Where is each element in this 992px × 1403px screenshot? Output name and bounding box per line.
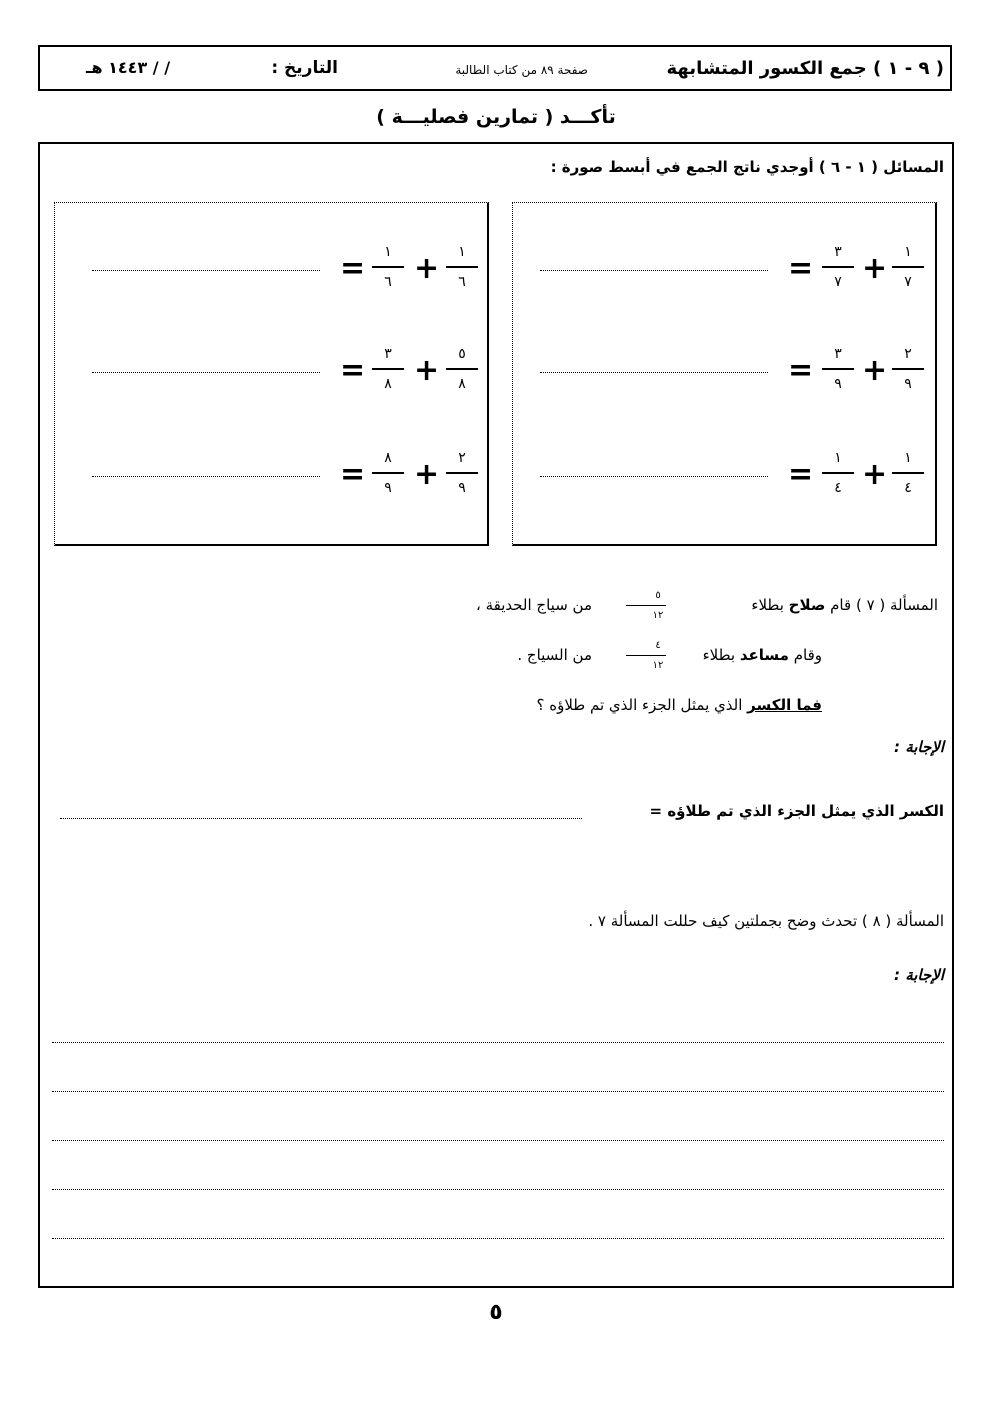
answer-line[interactable] [52, 1091, 944, 1092]
plus-sign: + [862, 353, 888, 388]
frac-num: ٣ [834, 346, 842, 362]
fraction-b [820, 444, 856, 504]
frac-den: ٦ [384, 274, 392, 290]
frac-den: ٦ [458, 274, 466, 290]
question-rest: الذي يمثل الجزء الذي تم طلاؤه ؟ [536, 696, 748, 714]
frac-num: ٥ [458, 346, 466, 362]
fraction-b [820, 340, 856, 400]
fraction-musaed [628, 640, 664, 680]
frac-den: ٩ [904, 376, 912, 392]
equals-sign: = [340, 353, 366, 388]
frac-den: ٧ [834, 274, 842, 290]
frac-den: ٩ [384, 480, 392, 496]
plus-sign: + [862, 251, 888, 286]
problem7-text-a: المسألة ( ٧ ) قام [825, 596, 938, 614]
frac-num: ١ [904, 244, 912, 260]
fraction-b [820, 238, 856, 298]
answer-dotted-line[interactable] [540, 476, 768, 477]
plus-sign: + [414, 353, 440, 388]
problem7-line2-end: من السياج . [517, 646, 592, 664]
fraction-a [890, 444, 926, 504]
problem8-answer-label: الإجابة : [893, 966, 944, 984]
frac-den: ١٢ [652, 660, 664, 671]
problem7-line2 [703, 646, 822, 664]
frac-den: ٤ [904, 480, 912, 496]
date-value: / / ١٤٤٣ هـ [86, 58, 171, 77]
plus-sign: + [414, 251, 440, 286]
frac-num: ٣ [384, 346, 392, 362]
fraction-a [444, 340, 480, 400]
equals-sign: = [340, 457, 366, 492]
page-number: ٥ [489, 1300, 503, 1325]
equals-sign: = [788, 353, 814, 388]
frac-num: ٨ [384, 450, 392, 466]
fraction-b [370, 340, 406, 400]
problem7-text-c: وقام [788, 646, 822, 664]
frac-num: ٤ [655, 640, 661, 651]
problem7-text-b: بطلاء [751, 596, 789, 614]
plus-sign: + [862, 457, 888, 492]
problem7-result-label: الكسر الذي يمثل الجزء الذي تم طلاؤه = [649, 802, 944, 820]
problem7-question [536, 696, 822, 714]
answer-line[interactable] [52, 1238, 944, 1239]
fraction-a [890, 238, 926, 298]
answer-line[interactable] [60, 818, 582, 819]
frac-den: ٨ [384, 376, 392, 392]
plus-sign: + [414, 457, 440, 492]
fraction-salah [628, 590, 664, 630]
frac-den: ٤ [834, 480, 842, 496]
section-subtitle: تأكـــد ( تمارين فصليـــة ) [376, 106, 616, 128]
frac-num: ١ [458, 244, 466, 260]
problem7-text-d: بطلاء [702, 646, 740, 664]
question-bold: فما الكسر [747, 696, 822, 714]
equals-sign: = [788, 457, 814, 492]
problem7-line1-end: من سياج الحديقة ، [475, 596, 592, 614]
date-label: التاريخ : [271, 58, 338, 78]
frac-den: ٩ [834, 376, 842, 392]
equals-sign: = [340, 251, 366, 286]
page-reference: صفحة ٨٩ من كتاب الطالبة [455, 63, 588, 77]
answer-dotted-line[interactable] [540, 270, 768, 271]
frac-num: ٣ [834, 244, 842, 260]
frac-den: ١٢ [652, 610, 664, 621]
frac-num: ١ [904, 450, 912, 466]
answer-dotted-line[interactable] [92, 372, 320, 373]
answer-dotted-line[interactable] [540, 372, 768, 373]
problem8-text: المسألة ( ٨ ) تحدث وضح بجملتين كيف حللت المسألة ٧ . [588, 912, 944, 930]
frac-den: ٧ [904, 274, 912, 290]
frac-den: ٩ [458, 480, 466, 496]
frac-num: ١ [384, 244, 392, 260]
equals-sign: = [788, 251, 814, 286]
fraction-a [890, 340, 926, 400]
answer-line[interactable] [52, 1042, 944, 1043]
problem7-answer-label: الإجابة : [893, 738, 944, 756]
name-salah: صلاح [788, 596, 826, 614]
fraction-a [444, 444, 480, 504]
fraction-a [444, 238, 480, 298]
frac-den: ٨ [458, 376, 466, 392]
frac-num: ٥ [655, 590, 661, 601]
frac-num: ٢ [904, 346, 912, 362]
problems-heading: المسائل ( ١ - ٦ ) أوجدي ناتج الجمع في أبسط صورة : [550, 158, 944, 176]
problem7-line1 [751, 596, 938, 614]
name-musaed: مساعد [739, 646, 789, 664]
header-bar [38, 45, 952, 91]
answer-dotted-line[interactable] [92, 270, 320, 271]
answer-line[interactable] [52, 1140, 944, 1141]
answer-line[interactable] [52, 1189, 944, 1190]
frac-num: ١ [834, 450, 842, 466]
answer-dotted-line[interactable] [92, 476, 320, 477]
frac-num: ٢ [458, 450, 466, 466]
fraction-b [370, 238, 406, 298]
lesson-title: ( ٩ - ١ ) جمع الكسور المتشابهة [666, 58, 944, 79]
fraction-b [370, 444, 406, 504]
